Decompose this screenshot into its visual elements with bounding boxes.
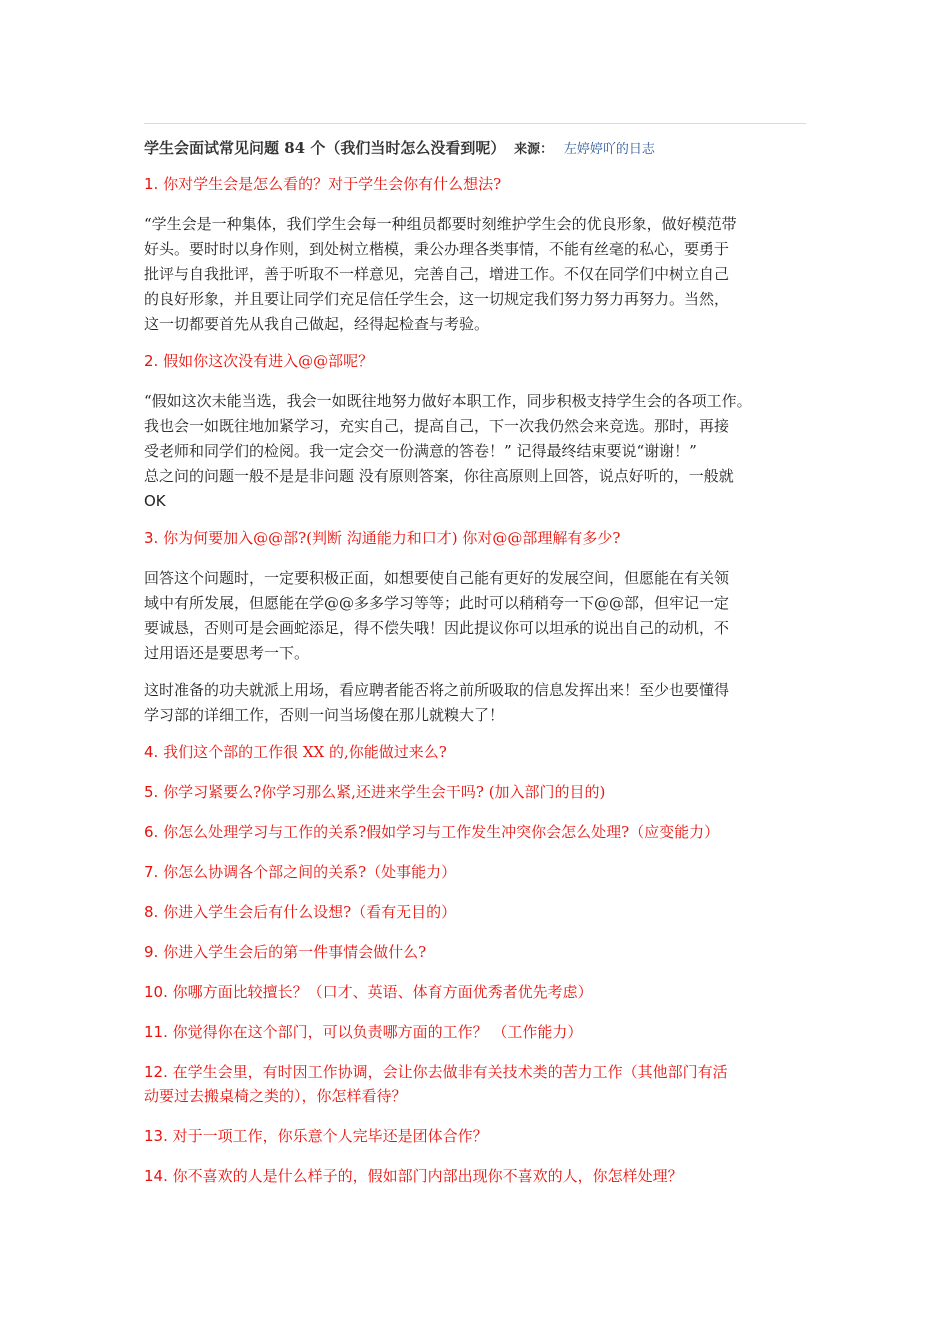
article [144, 123, 808, 1204]
answer-line: 域中有所发展，但愿能在学@@多多学习等等；此时可以稍稍夸一下@@部，但牢记一定 [144, 594, 730, 612]
question-text: 你怎么处理学习与工作的关系?假如学习与工作发生冲突你会怎么处理?（应变能力） [158, 823, 720, 841]
question-text: 我们这个部的工作很 XX 的,你能做过来么? [158, 743, 447, 761]
question-4 [144, 740, 808, 764]
question-text: 假如你这次没有进入@@部呢？ [158, 352, 374, 370]
question-11 [144, 1020, 808, 1044]
question-text: 你进入学生会后有什么设想?（看有无目的） [158, 903, 457, 921]
question-number: 14. [144, 1167, 168, 1185]
question-1 [144, 172, 808, 196]
question-number: 5. [144, 783, 159, 801]
article-title: 学生会面试常见问题 84 个（我们当时怎么没看到呢） [144, 139, 506, 157]
source-label: 来源： [514, 142, 554, 157]
answer-line: “学生会是一种集体，我们学生会每一种组员都要时刻维护学生会的优良形象，做好模范带 [144, 215, 737, 233]
question-number: 2. [144, 352, 159, 370]
question-3 [144, 526, 808, 550]
question-text: 你进入学生会后的第一件事情会做什么? [158, 943, 427, 961]
question-14 [144, 1164, 808, 1188]
question-7 [144, 860, 808, 884]
question-number: 7. [144, 863, 159, 881]
question-text: 你为何要加入@@部?(判断 沟通能力和口才) 你对@@部理解有多少? [158, 529, 621, 547]
question-text: 你哪方面比较擅长？（口才、英语、体育方面优秀者优先考虑） [167, 983, 593, 1001]
answer-line: 要诚恳，否则可是会画蛇添足，得不偿失哦！因此提议你可以坦承的说出自己的动机，不 [144, 619, 730, 637]
question-10 [144, 980, 808, 1004]
question-number: 1. [144, 175, 159, 193]
answer-3-paragraph-1 [144, 566, 808, 666]
question-12 [144, 1060, 808, 1108]
question-text: 你学习紧要么?你学习那么紧,还进来学生会干吗? (加入部门的目的) [158, 783, 606, 801]
answer-2-paragraph-1 [144, 389, 808, 514]
question-text: 你对学生会是怎么看的？对于学生会你有什么想法? [158, 175, 502, 193]
article-header [144, 136, 808, 162]
answer-line: 的良好形象，并且要让同学们充足信任学生会，这一切规定我们努力努力再努力。当然， [144, 290, 730, 308]
question-text: 在学生会里，有时因工作协调，会让你去做非有关技术类的苦力工作（其他部门有活 [167, 1063, 728, 1081]
question-text: 你怎么协调各个部之间的关系?（处事能力） [158, 863, 457, 881]
answer-line: 我也会一如既往地加紧学习，充实自己，提高自己，下一次我仍然会来竞选。那时，再接 [144, 417, 730, 435]
answer-line: 这时准备的功夫就派上用场，看应聘者能否将之前所吸取的信息发挥出来！至少也要懂得 [144, 681, 730, 699]
question-13 [144, 1124, 808, 1148]
question-8 [144, 900, 808, 924]
answer-line: 这一切都要首先从我自己做起，经得起检查与考验。 [144, 315, 490, 333]
answer-line: 过用语还是要思考一下。 [144, 644, 310, 662]
question-text-continued: 动要过去搬桌椅之类的），你怎样看待？ [144, 1087, 407, 1105]
question-number: 3. [144, 529, 159, 547]
answer-1-paragraph-1 [144, 212, 808, 337]
question-number: 10. [144, 983, 168, 1001]
question-5 [144, 780, 808, 804]
answer-line: OK [144, 492, 166, 510]
answer-line: 学习部的详细工作，否则一问当场傻在那儿就糗大了！ [144, 706, 505, 724]
question-9 [144, 940, 808, 964]
answer-line: “假如这次未能当选，我会一如既往地努力做好本职工作，同步积极支持学生会的各项工作。 [144, 392, 752, 410]
question-text: 你觉得你在这个部门，可以负责哪方面的工作？ （工作能力） [167, 1023, 583, 1041]
answer-line: 批评与自我批评，善于听取不一样意见，完善自己，增进工作。不仅在同学们中树立自己 [144, 265, 730, 283]
answer-line: 回答这个问题时，一定要积极正面，如想要使自己能有更好的发展空间，但愿能在有关领 [144, 569, 730, 587]
question-number: 9. [144, 943, 159, 961]
answer-3-paragraph-2 [144, 678, 808, 728]
source-link[interactable]: 左婷婷吖的日志 [563, 142, 655, 157]
question-number: 11. [144, 1023, 168, 1041]
question-text: 你不喜欢的人是什么样子的，假如部门内部出现你不喜欢的人，你怎样处理？ [167, 1167, 683, 1185]
answer-line: 受老师和同学们的检阅。我一定会交一份满意的答卷！” 记得最终结束要说“谢谢！” [144, 442, 697, 460]
question-number: 6. [144, 823, 159, 841]
question-6 [144, 820, 808, 844]
question-number: 12. [144, 1063, 168, 1081]
question-number: 8. [144, 903, 159, 921]
question-number: 13. [144, 1127, 168, 1145]
divider [144, 123, 806, 124]
question-number: 4. [144, 743, 159, 761]
answer-line: 总之问的问题一般不是是非问题 没有原则答案，你往高原则上回答，说点好听的，一般就 [144, 467, 734, 485]
answer-line: 好头。要时时以身作则，到处树立楷模，秉公办理各类事情，不能有丝毫的私心，要勇于 [144, 240, 730, 258]
question-2 [144, 349, 808, 373]
question-text: 对于一项工作，你乐意个人完毕还是团体合作？ [167, 1127, 488, 1145]
